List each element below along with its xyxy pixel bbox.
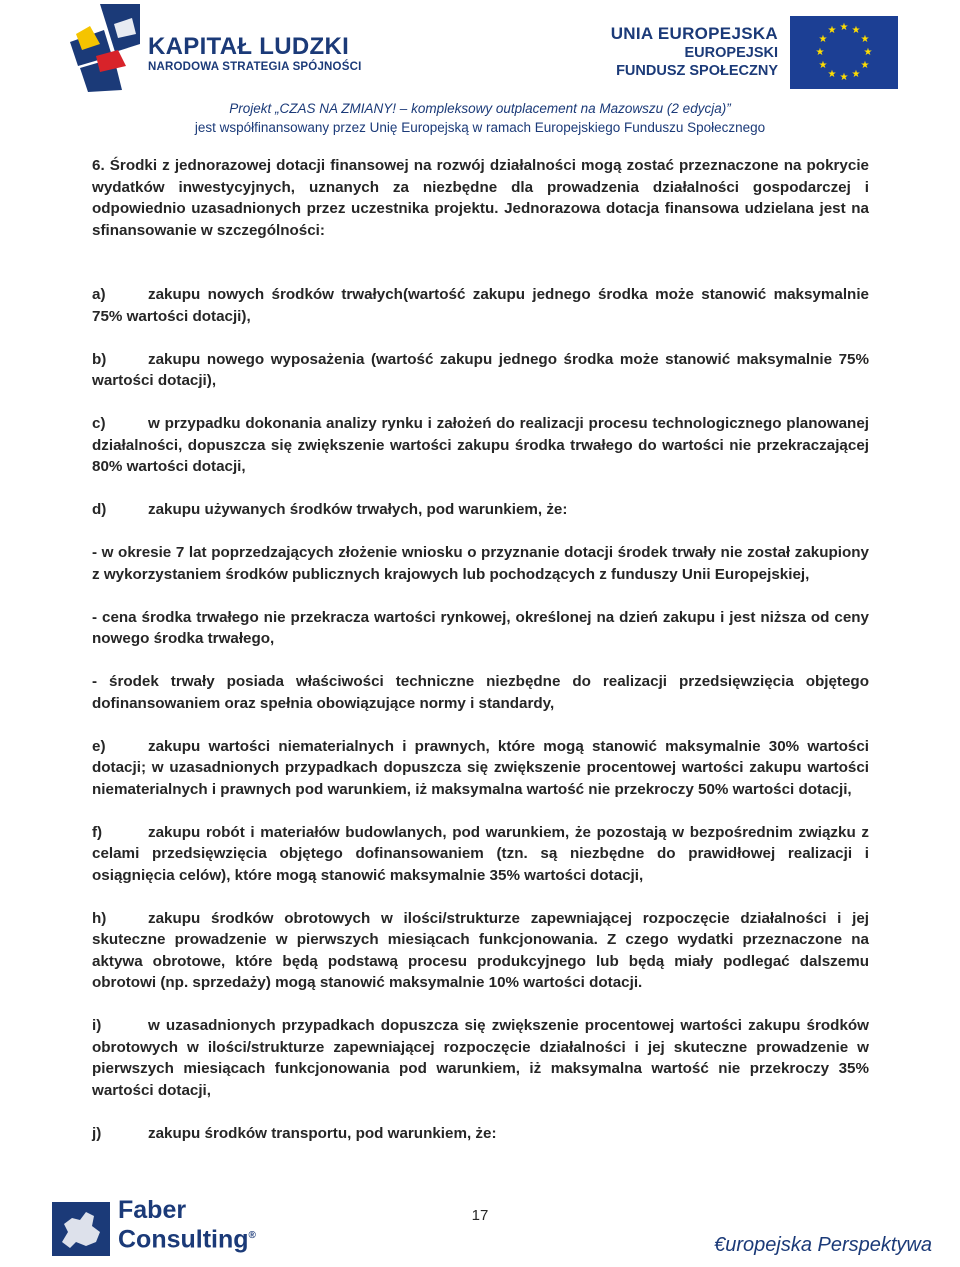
item-b-label: b): [92, 350, 107, 368]
item-f-text: zakupu robót i materiałów budowlanych, pod warunkiem, że pozostają w bezpośrednim związku z celami przedsięwzięcia objętego dofinansowaniem (tzn. są niezbędne do prawidłowej realizacji i osiągnięcia celów), które mogą stanowić maksymalnie 35% wartości dotacji,: [92, 823, 869, 884]
item-h-text: zakupu środków obrotowych w ilości/strukturze zapewniającej rozpoczęcie działalności i jej skuteczne prowadzenie w pierwszych miesiącach funkcjonowania. Z czego wydatki przeznaczone na aktywa obrotowe, które będą podstawą procesu produkcyjnego lub będą miały podlegać dalszemu obrotowi (np. sprzedaży) mogą stanowić maksymalnie 10% wartości dotacji.: [92, 909, 869, 991]
svg-text:★: ★: [827, 69, 837, 80]
page-header: [0, 0, 960, 140]
item-b: [92, 349, 869, 392]
svg-text:★: ★: [851, 25, 861, 36]
ue-title: UNIA EUROPEJSKA: [610, 24, 778, 43]
kapital-ludzki-title: KAPITAŁ LUDZKI: [148, 33, 350, 60]
paragraph-intro: 6. Środki z jednorazowej dotacji finansowej na rozwój działalności mogą zostać przeznaczone na pokrycie wydatków inwestycyjnych, uznanych za niezbędne dla prowadzenia działalności gospodarczej i odpowiednio uzasadnionych przez uczestnika projektu. Jednorazowa dotacja finansowa udzielana jest na sfinansowanie w szczególności:: [92, 157, 869, 239]
item-j-label: j): [92, 1124, 102, 1142]
kapital-ludzki-logo-icon: [70, 4, 140, 92]
faber-consulting-logo: [52, 1198, 282, 1258]
item-h: [92, 908, 869, 994]
svg-text:★: ★: [815, 47, 825, 58]
svg-text:★: ★: [863, 47, 873, 58]
project-funding-note: jest współfinansowany przez Unię Europejską w ramach Europejskiego Funduszu Społecznego: [194, 120, 766, 135]
item-d: [92, 499, 869, 521]
item-f: [92, 822, 869, 887]
item-c-text: w przypadku dokonania analizy rynku i założeń do realizacji procesu technologicznego planowanej działalności, dopuszcza się zwiększenie wartości zakupu środka trwałego do wartości nie przekraczającej 80% wartości dotacji,: [92, 415, 869, 475]
item-i: [92, 1015, 869, 1101]
item-d-condition-1: - w okresie 7 lat poprzedzających złożenie wniosku o przyznanie dotacji środek trwały nie został zakupiony z wykorzystaniem środków publicznych krajowych lub pochodzących z funduszy Unii Europejskiej,: [92, 544, 869, 583]
svg-text:★: ★: [860, 34, 870, 45]
item-e: [92, 736, 869, 801]
item-a: [92, 284, 869, 327]
item-j-text: zakupu środków transportu, pod warunkiem, że:: [148, 1124, 497, 1142]
item-c-label: c): [92, 415, 106, 432]
item-d-label: d): [92, 501, 107, 518]
faber-name-line-1: Faber: [118, 1196, 187, 1224]
svg-text:★: ★: [839, 72, 849, 83]
svg-text:★: ★: [860, 60, 870, 71]
item-f-label: f): [92, 823, 103, 841]
item-d-text: zakupu używanych środków trwałych, pod warunkiem, że:: [148, 501, 568, 518]
item-a-text: zakupu nowych środków trwałych(wartość zakupu jednego środka może stanowić maksymalnie 75% wartości dotacji),: [92, 286, 869, 325]
svg-text:★: ★: [818, 34, 828, 45]
project-title: Projekt „CZAS NA ZMIANY! – kompleksowy outplacement na Mazowszu (2 edycja)”: [229, 101, 731, 116]
svg-text:★: ★: [851, 69, 861, 80]
item-d-condition-2: - cena środka trwałego nie przekracza wartości rynkowej, określonej na dzień zakupu i jest niższa od ceny nowego środka trwałego,: [92, 608, 869, 647]
page-number: 17: [471, 1207, 489, 1224]
kapital-ludzki-subtitle: NARODOWA STRATEGIA SPÓJNOŚCI: [148, 61, 362, 73]
ue-line-2: EUROPEJSKI: [684, 45, 778, 61]
registered-mark: ®: [248, 1230, 256, 1241]
item-a-label: a): [92, 286, 106, 303]
item-c: [92, 413, 869, 478]
item-i-label: i): [92, 1017, 102, 1034]
faber-name-line-2: [118, 1223, 256, 1252]
item-h-label: h): [92, 909, 107, 927]
item-j: [92, 1123, 869, 1145]
eu-flag-icon: [790, 16, 898, 89]
ue-line-3: FUNDUSZ SPOŁECZNY: [616, 63, 778, 79]
document-body: [92, 155, 869, 1144]
europejska-perspektywa-logo: €uropejska Perspektywa: [714, 1234, 932, 1256]
europe-map-icon: [52, 1202, 110, 1256]
svg-text:★: ★: [839, 22, 849, 33]
faber-name-consulting: Consulting: [118, 1225, 249, 1254]
item-i-text: w uzasadnionych przypadkach dopuszcza się zwiększenie procentowej wartości zakupu środków obrotowych w ilości/strukturze zapewniającej rozpoczęcie działalności i jej skuteczne prowadzenie w pierwszych miesiącach funkcjonowania pod warunkiem, iż maksymalna wartość nie przekroczy 35% wartości dotacji,: [92, 1017, 869, 1099]
item-e-text: zakupu wartości niematerialnych i prawnych, które mogą stanowić maksymalnie 30% wartości dotacji; w uzasadnionych przypadkach dopuszcza się zwiększenie procentowej wartości zakupu wartości niematerialnych i prawnych pod warunkiem, iż maksymalna wartość nie przekroczy 50% wartości dotacji,: [92, 737, 869, 798]
item-b-text: zakupu nowego wyposażenia (wartość zakupu jednego środka może stanowić maksymalnie 75% wartości dotacji),: [92, 350, 869, 389]
item-d-condition-3: - środek trwały posiada właściwości techniczne niezbędne do realizacji przedsięwzięcia objętego dofinansowaniem oraz spełnia obowiązujące normy i standardy,: [92, 673, 869, 712]
item-e-label: e): [92, 737, 106, 755]
svg-text:★: ★: [818, 60, 828, 71]
svg-text:★: ★: [827, 25, 837, 36]
